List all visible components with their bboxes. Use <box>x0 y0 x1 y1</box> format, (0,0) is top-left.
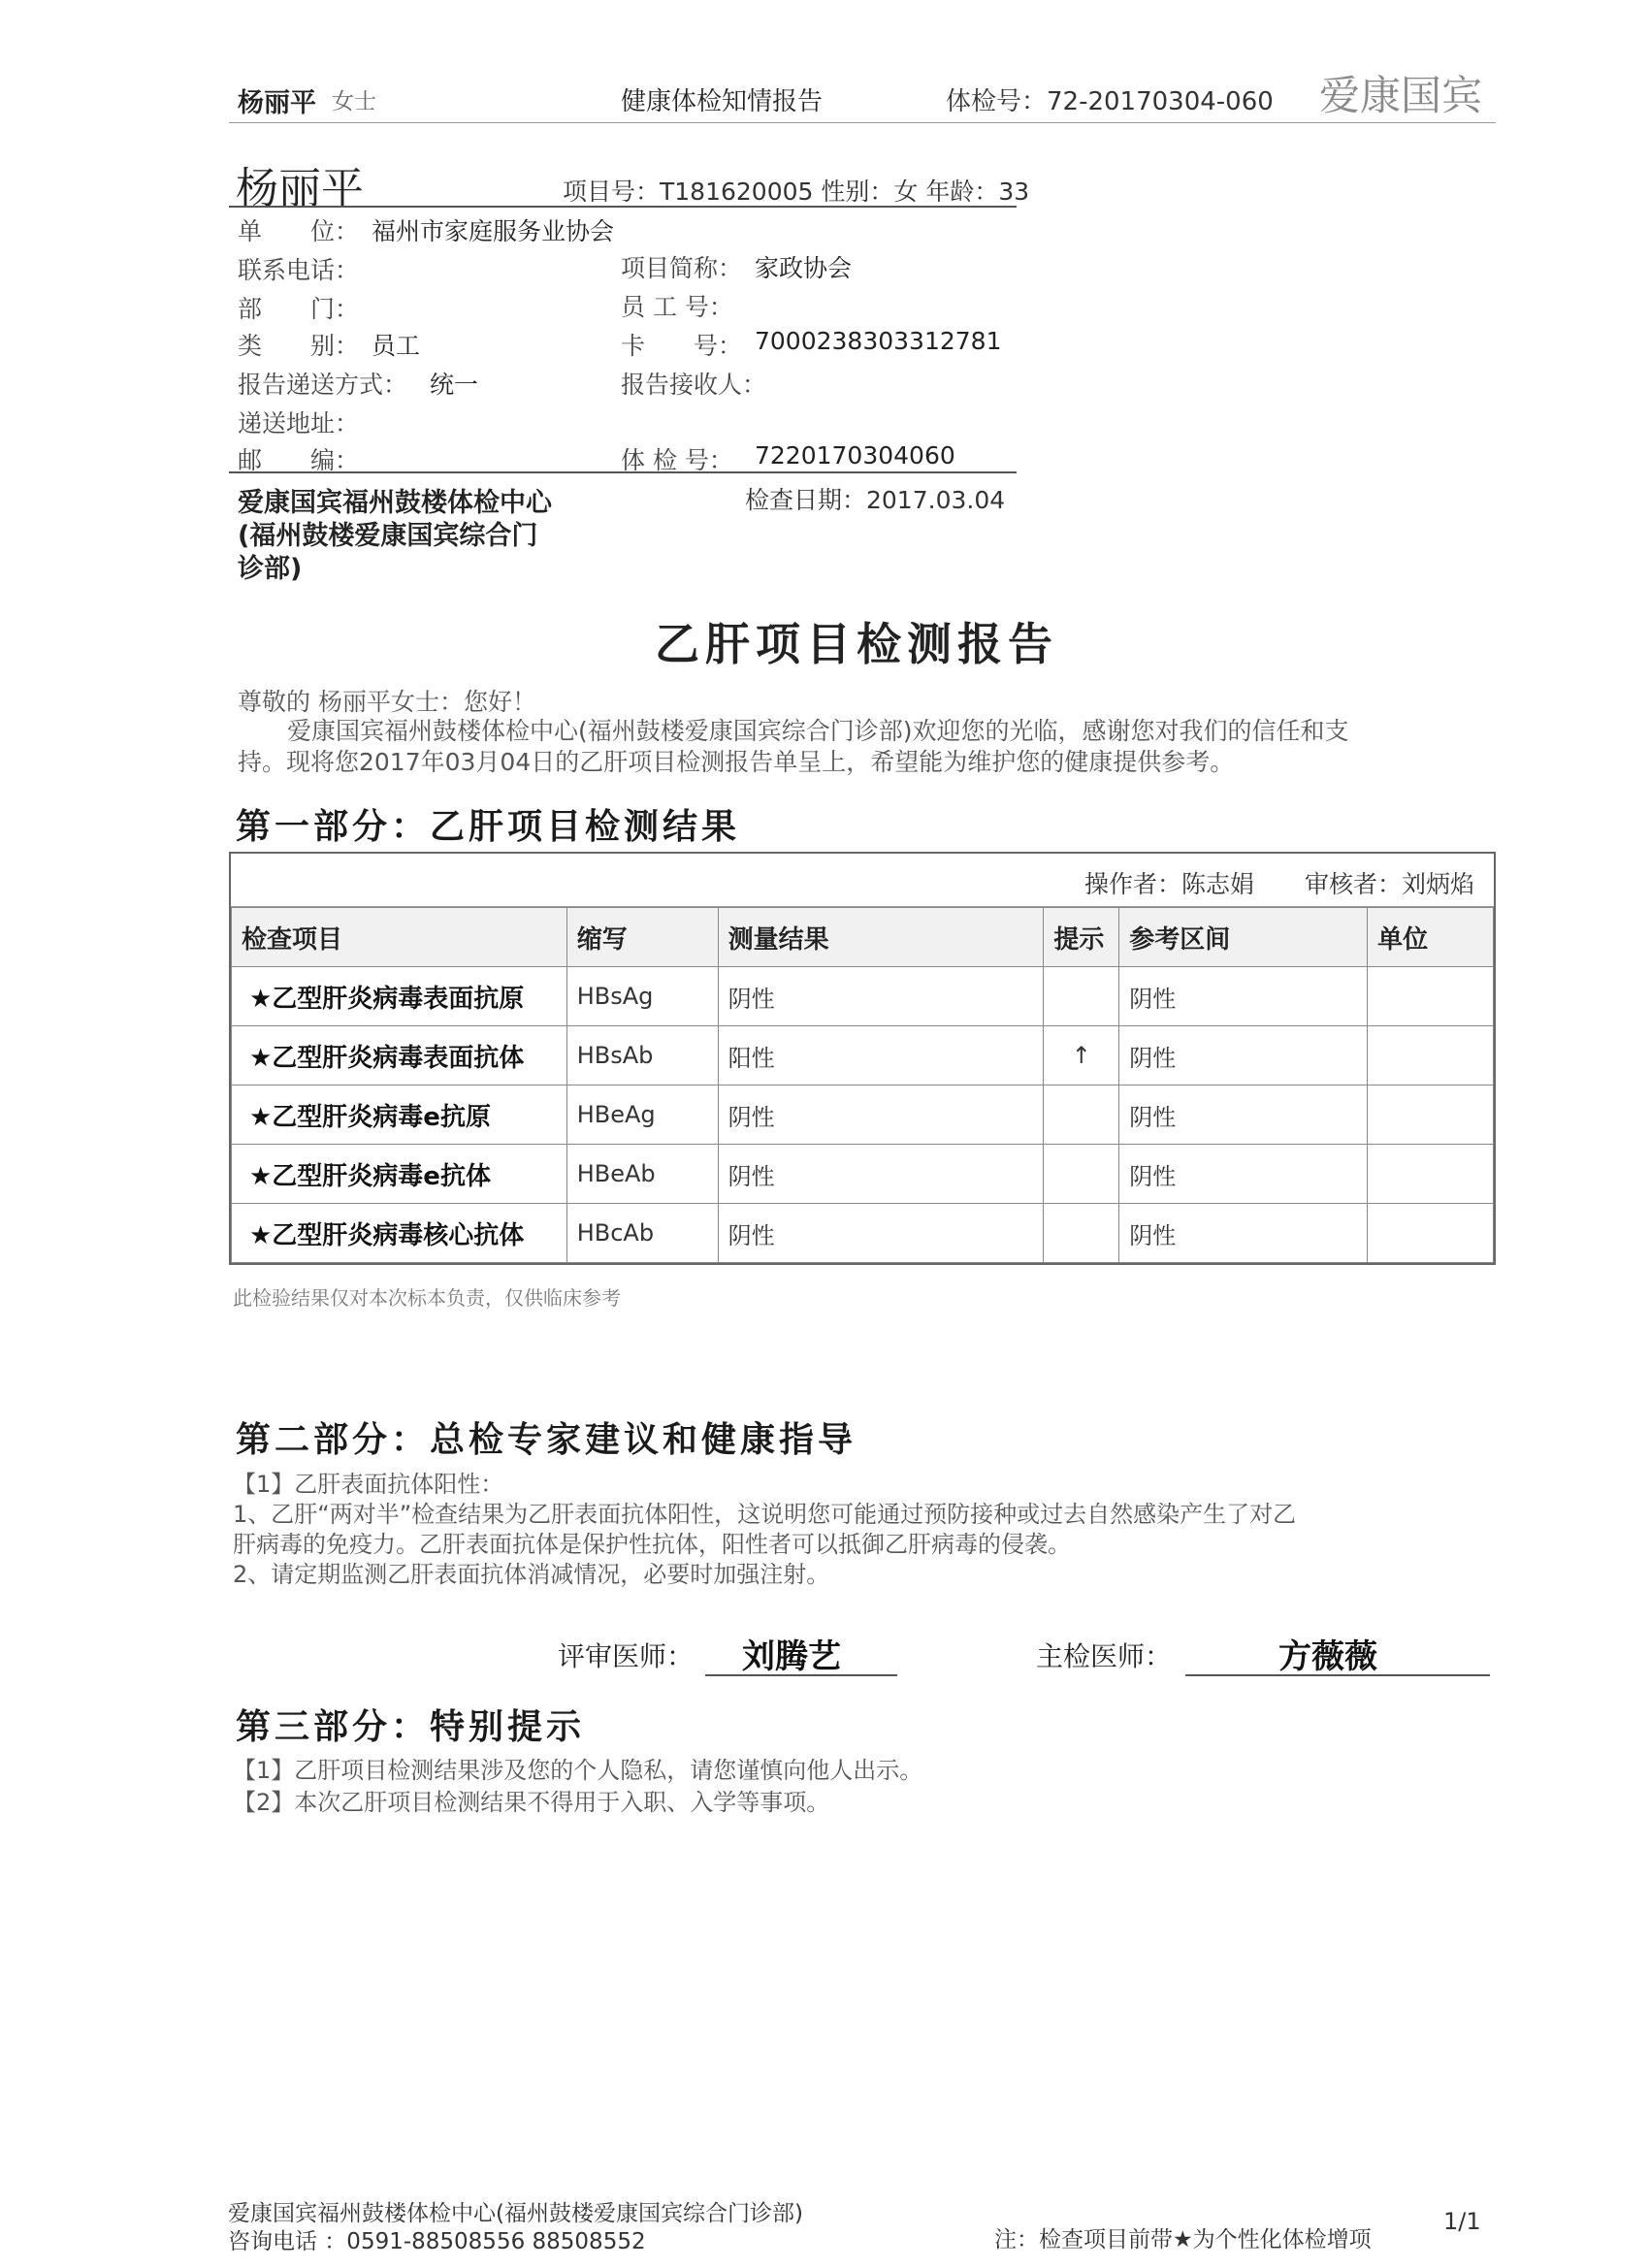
cell-unit <box>1368 1204 1494 1263</box>
cell-item: ★乙型肝炎病毒表面抗原 <box>232 967 567 1026</box>
cell-result: 阴性 <box>718 1085 1044 1145</box>
field-value: 统一 <box>430 371 479 399</box>
field-key: 邮 编： <box>238 446 360 474</box>
text-line: 【1】乙肝项目检测结果涉及您的个人隐私，请您谨慎向他人出示。 <box>233 1757 923 1784</box>
field-key: 报告递送方式： <box>238 371 408 399</box>
text-line: 肝病毒的免疫力。乙肝表面抗体是保护性抗体，阳性者可以抵御乙肝病毒的侵袭。 <box>233 1531 1071 1558</box>
text-line: 1、乙肝“两对半”检查结果为乙肝表面抗体阳性，这说明您可能通过预防接种或过去自然感染产生了对乙 <box>233 1501 1297 1528</box>
field-key: 员 工 号： <box>621 293 733 321</box>
field-value: 家政协会 <box>755 254 853 282</box>
cell-result: 阳性 <box>718 1026 1044 1085</box>
field-key: 递送地址： <box>238 409 360 437</box>
field-key: 部 门： <box>238 295 360 323</box>
operator-label: 操作者：陈志娟 <box>1084 870 1255 898</box>
footer-org: 爱康国宾福州鼓楼体检中心(福州鼓楼爱康国宾综合门诊部) <box>228 2201 803 2226</box>
table-row <box>232 1026 1494 1085</box>
cell-abbr: HBcAb <box>566 1204 718 1263</box>
field-key: 体 检 号： <box>621 446 733 474</box>
cell-item: ★乙型肝炎病毒表面抗体 <box>232 1026 567 1085</box>
cell-ref: 阴性 <box>1119 967 1368 1026</box>
field-value: 员工 <box>372 332 421 360</box>
cell-item: ★乙型肝炎病毒e抗体 <box>232 1145 567 1204</box>
cell-item: ★乙型肝炎病毒e抗原 <box>232 1085 567 1145</box>
report-title: 乙肝项目检测报告 <box>655 618 1058 670</box>
text-line: 【1】乙肝表面抗体阳性： <box>233 1471 504 1498</box>
header-report-kind: 健康体检知情报告 <box>621 87 824 116</box>
cell-result: 阴性 <box>718 1204 1044 1263</box>
header-exam-no: 体检号：72-20170304-060 <box>946 87 1274 116</box>
patient-divider-bottom <box>229 471 1017 473</box>
field-key: 项目简称： <box>621 254 743 282</box>
intro-line1: 爱康国宾福州鼓楼体检中心(福州鼓楼爱康国宾综合门诊部)欢迎您的光临，感谢您对我们的信任和支 <box>287 717 1349 745</box>
column-header: 检查项目 <box>232 908 567 967</box>
cell-abbr: HBsAg <box>566 967 718 1026</box>
center-name-line2: (福州鼓楼爱康国宾综合门 <box>238 521 538 551</box>
cell-unit <box>1368 1145 1494 1204</box>
review-doctor-label: 评审医师： <box>558 1640 695 1672</box>
field-value: 7220170304060 <box>755 441 955 470</box>
part3-title: 第三部分：特别提示 <box>236 1707 586 1747</box>
cell-flag <box>1044 1204 1119 1263</box>
field-key: 单 位： <box>238 217 360 245</box>
cell-flag <box>1044 1145 1119 1204</box>
cell-result: 阴性 <box>718 1145 1044 1204</box>
center-name-line3: 诊部) <box>238 554 303 584</box>
cell-unit <box>1368 967 1494 1026</box>
column-header: 参考区间 <box>1119 908 1368 967</box>
table-header-row <box>232 908 1494 967</box>
chief-doctor-signature: 方薇薇 <box>1278 1637 1377 1676</box>
field-key: 联系电话： <box>238 256 360 284</box>
text-line: 【2】本次乙肝项目检测结果不得用于入职、入学等事项。 <box>233 1789 830 1816</box>
disclaimer: 此检验结果仅对本次标本负责，仅供临床参考 <box>233 1286 621 1310</box>
cell-ref: 阴性 <box>1119 1204 1368 1263</box>
cell-result: 阴性 <box>718 967 1044 1026</box>
table-row <box>232 967 1494 1026</box>
exam-date: 检查日期：2017.03.04 <box>745 486 1006 514</box>
text-line: 2、请定期监测乙肝表面抗体消减情况，必要时加强注射。 <box>233 1561 830 1588</box>
intro-line2: 持。现将您2017年03月04日的乙肝项目检测报告单呈上，希望能为维护您的健康提供参考。 <box>238 748 1235 776</box>
field-key: 卡 号： <box>621 332 743 360</box>
column-header: 测量结果 <box>718 908 1044 967</box>
result-table <box>229 852 1496 1265</box>
chief-signature-line <box>1185 1674 1490 1676</box>
table-row <box>232 1085 1494 1145</box>
header-divider <box>229 122 1496 123</box>
field-key: 类 别： <box>238 332 360 360</box>
footer-note: 注：检查项目前带★为个性化体检增项 <box>994 2227 1372 2252</box>
reviewer-label: 审核者：刘炳焰 <box>1305 870 1475 898</box>
cell-item: ★乙型肝炎病毒核心抗体 <box>232 1204 567 1263</box>
cell-abbr: HBsAb <box>566 1026 718 1085</box>
brand-logo: 爱康国宾 <box>1319 72 1483 119</box>
table-signoff-bar <box>231 854 1494 907</box>
page-number: 1/1 <box>1443 2208 1481 2235</box>
cell-flag <box>1044 967 1119 1026</box>
cell-unit <box>1368 1026 1494 1085</box>
table-row <box>232 1145 1494 1204</box>
patient-summary: 项目号：T181620005 性别：女 年龄：33 <box>563 178 1030 206</box>
center-name-line1: 爱康国宾福州鼓楼体检中心 <box>238 488 552 518</box>
cell-ref: 阴性 <box>1119 1145 1368 1204</box>
review-signature-line <box>705 1674 897 1676</box>
part2-title: 第二部分：总检专家建议和健康指导 <box>236 1420 857 1460</box>
chief-doctor-label: 主检医师： <box>1036 1640 1173 1672</box>
cell-unit <box>1368 1085 1494 1145</box>
cell-flag: ↑ <box>1044 1026 1119 1085</box>
column-header: 提示 <box>1044 908 1119 967</box>
cell-abbr: HBeAg <box>566 1085 718 1145</box>
patient-divider-top <box>229 206 1017 208</box>
cell-abbr: HBeAb <box>566 1145 718 1204</box>
patient-big-name: 杨丽平 <box>236 164 364 213</box>
cell-flag <box>1044 1085 1119 1145</box>
header-honorific: 女士 <box>332 89 376 114</box>
field-value: 7000238303312781 <box>755 327 1002 355</box>
result-grid <box>231 907 1494 1263</box>
greeting: 尊敬的 杨丽平女士：您好！ <box>238 688 536 716</box>
column-header: 缩写 <box>566 908 718 967</box>
table-row <box>232 1204 1494 1263</box>
cell-ref: 阴性 <box>1119 1085 1368 1145</box>
header-name: 杨丽平 <box>238 88 316 118</box>
column-header: 单位 <box>1368 908 1494 967</box>
cell-ref: 阴性 <box>1119 1026 1368 1085</box>
part1-title: 第一部分：乙肝项目检测结果 <box>236 807 741 847</box>
field-key: 报告接收人： <box>621 371 767 399</box>
field-value: 福州市家庭服务业协会 <box>372 217 615 245</box>
review-doctor-signature: 刘腾艺 <box>742 1637 841 1676</box>
footer-phone: 咨询电话 ：0591-88508556 88508552 <box>228 2229 646 2254</box>
